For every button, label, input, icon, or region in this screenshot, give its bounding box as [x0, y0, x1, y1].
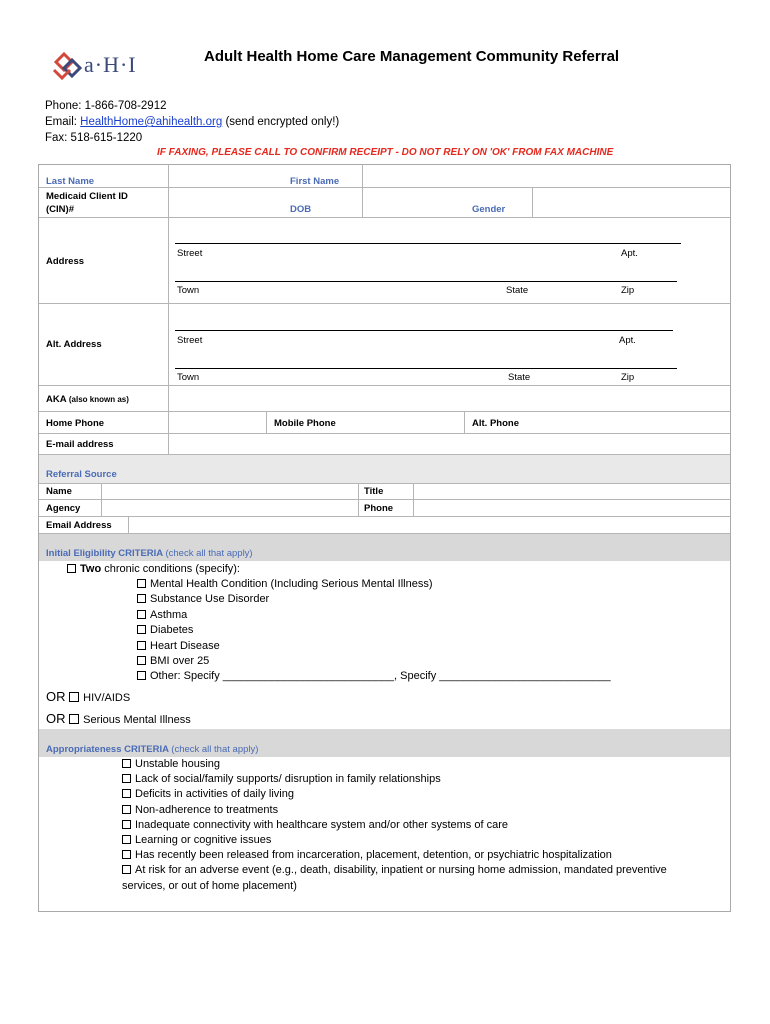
condition-label: Diabetes — [150, 624, 194, 637]
condition-item — [137, 592, 611, 607]
condition-checkbox[interactable] — [137, 656, 146, 665]
gender-label: Gender — [472, 204, 506, 215]
email-prefix: Email: — [45, 116, 81, 128]
criteria-item — [122, 848, 667, 863]
hiv-checkbox[interactable] — [69, 692, 79, 702]
criteria-item — [122, 863, 667, 878]
eligibility-title — [46, 548, 253, 559]
state-label: State — [506, 285, 529, 296]
criteria-item — [122, 833, 667, 848]
criteria-label: Non-adherence to treatments — [135, 803, 279, 816]
criteria-label: Lack of social/family supports/ disruption in family relationships — [135, 773, 441, 786]
criteria-label: Deficits in activities of daily living — [135, 788, 294, 801]
cin-label: (CIN)# — [46, 204, 74, 215]
condition-checkbox[interactable] — [137, 671, 146, 680]
condition-label: Other: Specify ____________________________, Specify ____________________________ — [150, 670, 611, 683]
or-smi-row — [46, 711, 191, 726]
appropriateness-note: (check all that apply) — [171, 744, 259, 755]
criteria-checkbox[interactable] — [122, 835, 131, 844]
alt-state-label: State — [508, 372, 531, 383]
condition-label: Heart Disease — [150, 639, 220, 652]
fax-line: Fax: 518-615-1220 — [45, 132, 143, 144]
condition-item — [137, 577, 611, 592]
address-label: Address — [46, 256, 85, 267]
condition-label: Asthma — [150, 608, 188, 621]
or-label: OR — [46, 711, 66, 726]
page-title: Adult Health Home Care Management Community Referral — [204, 48, 620, 65]
alt-phone-label: Alt. Phone — [472, 418, 519, 429]
email-suffix: (send encrypted only!) — [222, 116, 340, 128]
criteria-label: At risk for an adverse event (e.g., death, disability, inpatient or nursing home admission, mandated preventive — [135, 864, 667, 877]
criteria-checkbox[interactable] — [122, 774, 131, 783]
criteria-item — [122, 772, 667, 787]
criteria-label: Has recently been released from incarceration, placement, detention, or psychiatric hospitalization — [135, 849, 612, 862]
email-address-label: E-mail address — [46, 439, 114, 450]
criteria-label: Learning or cognitive issues — [135, 834, 272, 847]
aka-label — [46, 394, 129, 405]
criteria-item — [122, 787, 667, 802]
dob-label: DOB — [290, 204, 312, 215]
condition-checkbox[interactable] — [137, 625, 146, 634]
town-label: Town — [177, 285, 200, 296]
referral-phone-label: Phone — [364, 503, 394, 514]
referral-agency-label: Agency — [46, 503, 81, 514]
eligibility-note: (check all that apply) — [165, 548, 253, 559]
smi-label: Serious Mental Illness — [83, 714, 191, 726]
referral-source-bar — [39, 455, 730, 483]
appropriateness-title-text: Appropriateness CRITERIA — [46, 744, 169, 755]
phone-line: Phone: 1-866-708-2912 — [45, 100, 167, 112]
email-link[interactable]: HealthHome@ahihealth.org — [80, 116, 223, 128]
aka-text: AKA — [46, 394, 67, 405]
two-bold: Two — [80, 563, 102, 575]
medicaid-id-label: Medicaid Client ID — [46, 191, 128, 202]
email-line — [45, 116, 339, 128]
criteria-item — [122, 818, 667, 833]
criteria-item — [122, 757, 667, 772]
two-conditions-row — [67, 562, 240, 577]
logo-text: a·H·I — [84, 52, 137, 77]
alt-apt-label: Apt. — [619, 335, 636, 346]
alt-zip-label: Zip — [621, 372, 635, 383]
or-label: OR — [46, 689, 66, 704]
or-hiv-row — [46, 689, 130, 704]
condition-item — [137, 654, 611, 669]
condition-item — [137, 669, 611, 684]
condition-checkbox[interactable] — [137, 594, 146, 603]
apt-label: Apt. — [621, 248, 638, 259]
zip-label: Zip — [621, 285, 635, 296]
alt-street-label: Street — [177, 335, 203, 346]
criteria-label: Unstable housing — [135, 758, 221, 770]
first-name-label: First Name — [290, 176, 340, 187]
referral-source-title: Referral Source — [46, 469, 117, 480]
criteria-checkbox[interactable] — [122, 759, 131, 768]
criteria-item-continued: services, or out of home placement) — [122, 879, 297, 892]
criteria-checkbox[interactable] — [122, 805, 131, 814]
condition-checkbox[interactable] — [137, 579, 146, 588]
smi-checkbox[interactable] — [69, 714, 79, 724]
condition-label: BMI over 25 — [150, 655, 210, 668]
two-conditions-checkbox[interactable] — [67, 564, 76, 573]
conditions-list — [137, 577, 611, 685]
condition-checkbox[interactable] — [137, 641, 146, 650]
condition-item — [137, 639, 611, 654]
eligibility-title-text: Initial Eligibility CRITERIA — [46, 548, 163, 559]
hiv-label: HIV/AIDS — [83, 692, 131, 704]
criteria-label: Inadequate connectivity with healthcare system and/or other systems of care — [135, 818, 508, 831]
referral-email-label: Email Address — [46, 520, 112, 531]
alt-town-label: Town — [177, 372, 200, 383]
street-label: Street — [177, 248, 203, 259]
criteria-checkbox[interactable] — [122, 820, 131, 829]
mobile-phone-label: Mobile Phone — [274, 418, 336, 429]
home-phone-label: Home Phone — [46, 418, 105, 429]
referral-title-label: Title — [364, 486, 384, 497]
referral-name-label: Name — [46, 486, 72, 497]
two-rest: chronic conditions (specify): — [101, 563, 240, 575]
fax-warning: IF FAXING, PLEASE CALL TO CONFIRM RECEIPT - DO NOT RELY ON 'OK' FROM FAX MACHINE — [157, 147, 614, 158]
condition-label: Mental Health Condition (Including Serious Mental Illness) — [150, 578, 433, 590]
condition-item — [137, 608, 611, 623]
alt-address-label: Alt. Address — [46, 339, 102, 350]
condition-checkbox[interactable] — [137, 610, 146, 619]
condition-item — [137, 623, 611, 638]
criteria-checkbox[interactable] — [122, 789, 131, 798]
criteria-checkbox[interactable] — [122, 865, 131, 874]
last-name-label: Last Name — [46, 176, 95, 187]
criteria-checkbox[interactable] — [122, 850, 131, 859]
appropriateness-list — [122, 757, 667, 894]
condition-label: Substance Use Disorder — [150, 593, 270, 606]
criteria-item — [122, 803, 667, 818]
aka-note: (also known as) — [68, 395, 129, 404]
appropriateness-title — [46, 744, 258, 755]
